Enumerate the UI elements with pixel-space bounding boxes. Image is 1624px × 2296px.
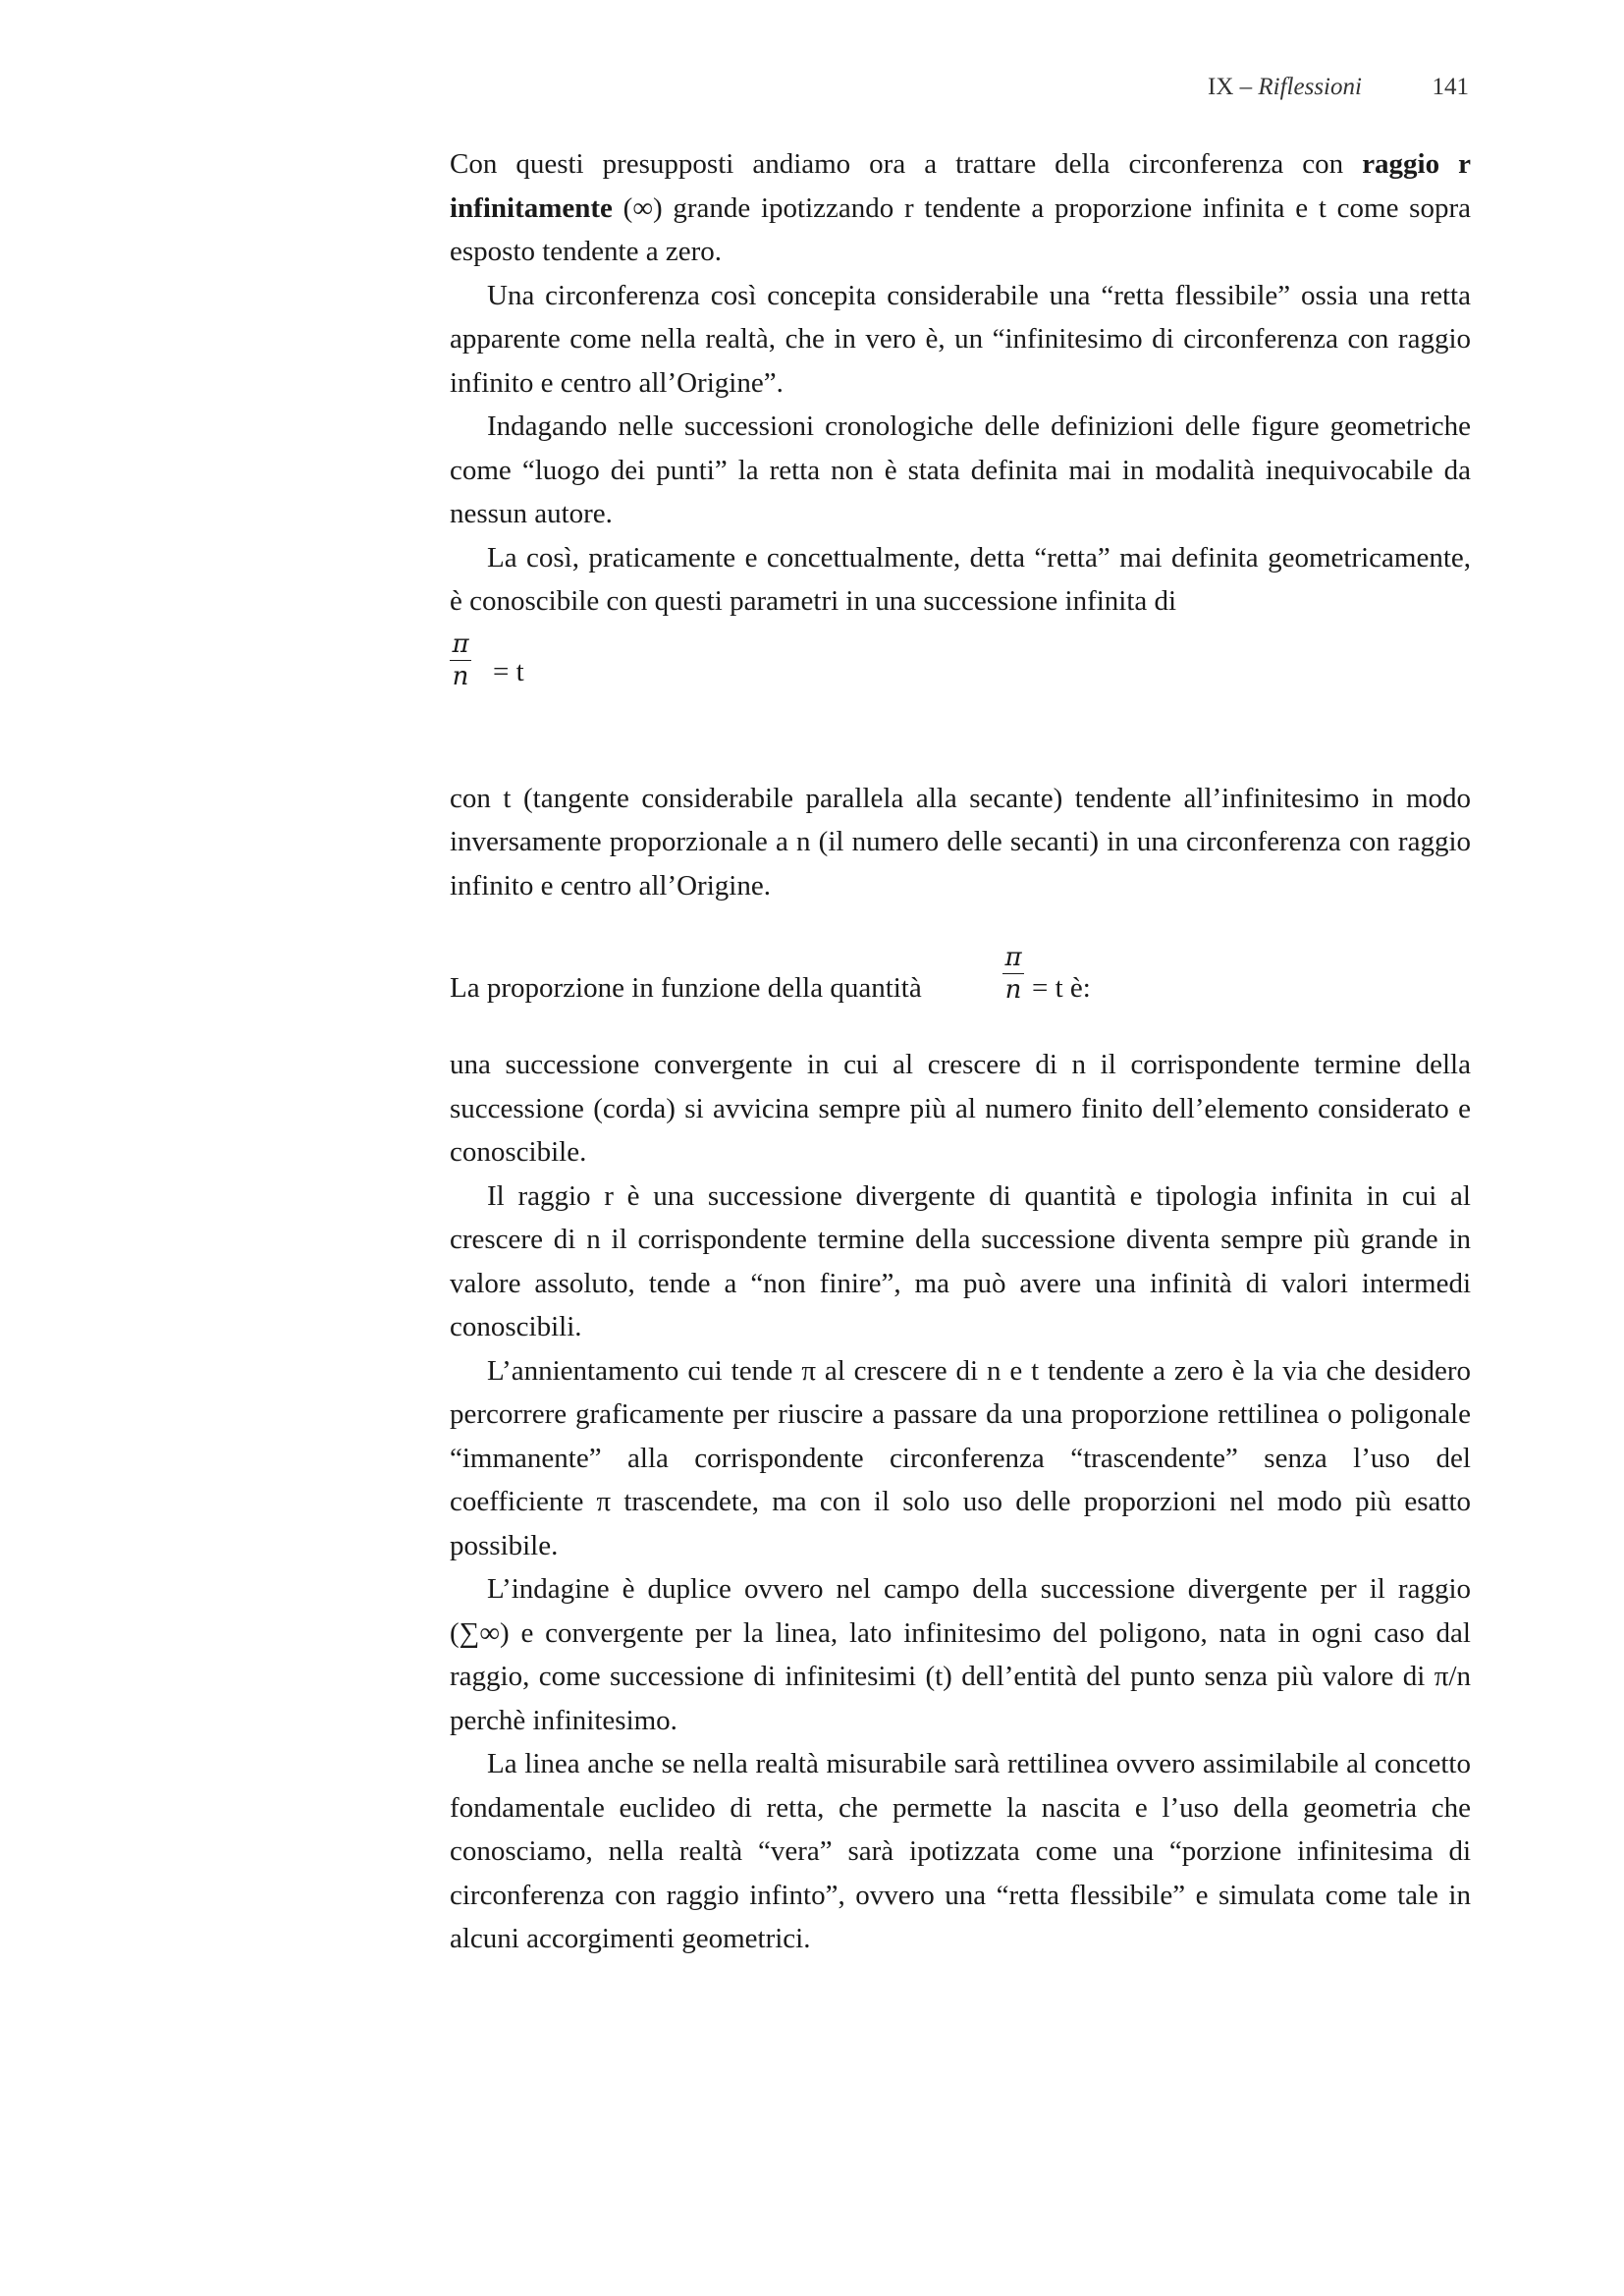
section-title: Riflessioni <box>1258 74 1362 100</box>
fraction-denominator: n <box>452 661 469 691</box>
paragraph-6-tail: = t è: <box>1032 972 1091 1004</box>
inline-fraction-numerator: π <box>1004 943 1022 972</box>
paragraph-6-lead: La proporzione in funzione della quantità <box>450 972 922 1004</box>
inline-fraction-bar <box>1002 973 1024 974</box>
paragraph-6 <box>450 943 1471 1021</box>
paragraph-1-text-b: (∞) grande ipotizzando r tendente a proporzione infinita e t come sopra esposto tendente a zero. <box>450 191 1471 267</box>
paragraph-5: con t (tangente considerabile parallela alla secante) tendente all’infinitesimo in modo inversamente proporzionale a n (il numero delle secanti) in una circonferenza con raggio infinito e centro all’Origine. <box>450 782 1471 902</box>
fraction-bar <box>450 660 471 661</box>
formula-pi-over-n <box>450 629 1471 718</box>
fraction <box>450 629 471 691</box>
paragraph-2: Una circonferenza così concepita considerabile una “retta flessibile” ossia una retta apparente come nella realtà, che in vero è, un “infinitesimo di circonferenza con raggio infinito e centro all’Origine”. <box>450 279 1471 399</box>
page-number: 141 <box>1432 74 1469 100</box>
paragraph-1-bold: raggio r infinitamente <box>450 148 1471 224</box>
paragraph-3: Indagando nelle successioni cronologiche delle definizioni delle figure geometriche come “luogo dei punti” la retta non è stata definita mai in modalità inequivocabile da nessun autore. <box>450 410 1471 529</box>
paragraph-9: L’annientamento cui tende π al crescere di n e t tendente a zero è la via che desidero percorrere graficamente per riuscire a passare da una proporzione rettilinea o poligonale “immanente” alla corrispondente circonferenza “trascendente” senza l’uso del coefficiente π trascendete, ma con il solo uso delle proporzioni nel modo più esatto possibile. <box>450 1354 1471 1561</box>
paragraph-1 <box>450 142 1471 274</box>
paragraph-4: La così, praticamente e concettualmente, detta “retta” mai definita geometricamente, è conoscibile con questi parametri in una successione infinita di <box>450 541 1471 617</box>
paragraph-10: L’indagine è duplice ovvero nel campo della successione divergente per il raggio (∑∞) e convergente per la linea, lato infinitesimo del poligono, nata in ogni caso dal raggio, come successione di infinitesimi (t) dell’entità del punto senza più valore di π/n perchè infinitesimo. <box>450 1573 1471 1736</box>
fraction-numerator: π <box>452 629 469 659</box>
chapter-number: IX <box>1208 74 1234 100</box>
body-text <box>450 142 1471 1961</box>
paragraph-11: La linea anche se nella realtà misurabile sarà rettilinea ovvero assimilabile al concetto fondamentale euclideo di retta, che permette la nascita e l’uso della geometria che conosciamo, nella realtà “vera” sarà ipotizzata come una “porzione infinitesima di circonferenza con raggio infinto”, ovvero una “retta flessibile” e simulata come tale in alcuni accorgimenti geometrici. <box>450 1748 1471 1954</box>
paragraph-1-text-a: Con questi presupposti andiamo ora a trattare della circonferenza con <box>450 148 1363 180</box>
paragraph-7: una successione convergente in cui al crescere di n il corrispondente termine della successione (corda) si avvicina sempre più al numero finito dell’elemento considerato e conoscibile. <box>450 1049 1471 1168</box>
header-separator: – <box>1239 74 1253 100</box>
inline-fraction-denominator: n <box>1004 975 1022 1005</box>
paragraph-8: Il raggio r è una successione divergente di quantità e tipologia infinita in cui al crescere di n il corrispondente termine della successione diventa sempre più grande in valore assoluto, tende a “non finire”, ma può avere una infinità di valori intermedi conoscibili. <box>450 1179 1471 1342</box>
inline-fraction <box>1002 943 1024 1005</box>
formula-rhs: = t <box>493 655 524 687</box>
running-head <box>1208 73 1469 102</box>
